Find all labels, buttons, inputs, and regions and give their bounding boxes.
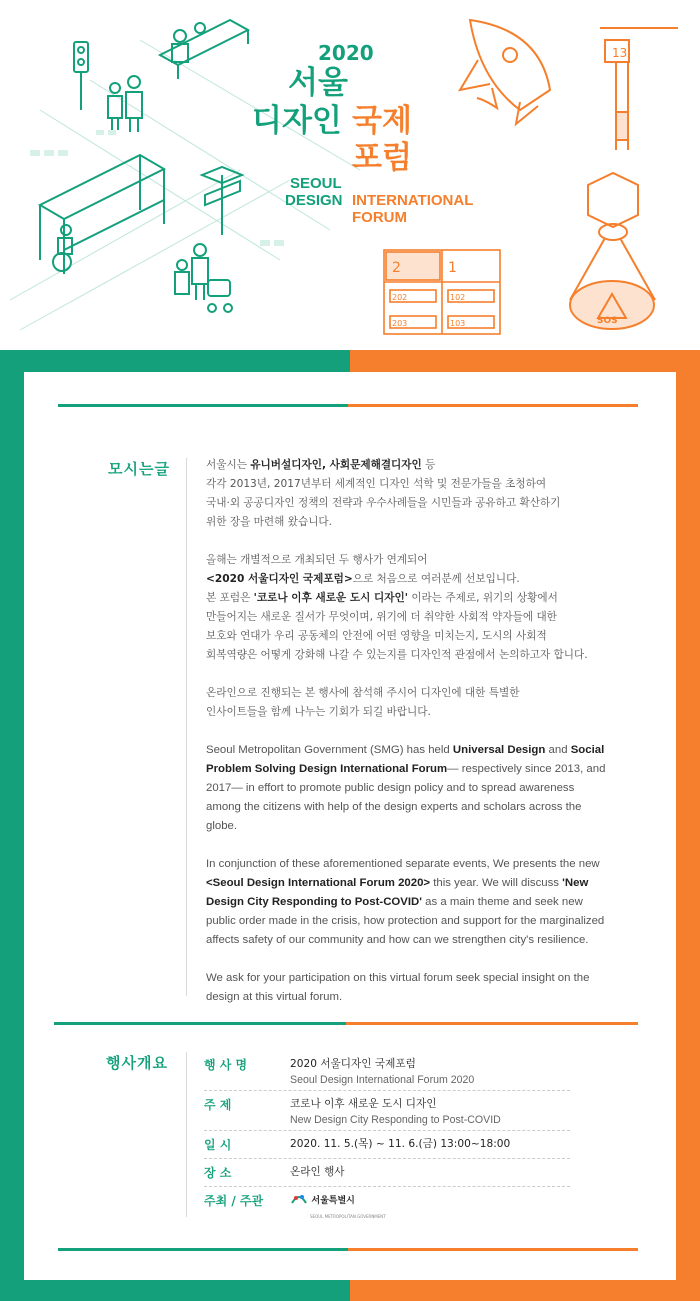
info-label-venue: 장 소 [204, 1166, 232, 1180]
info-value-event-name [290, 1056, 474, 1088]
en-p1-a: Seoul Metropolitan Government (SMG) has held [206, 744, 453, 756]
en-paragraph-1 [206, 741, 606, 836]
event-name-en: Seoul Design International Forum 2020 [290, 1074, 475, 1086]
en-paragraph-2 [206, 855, 606, 950]
bus-stop-icon [40, 155, 164, 274]
overview-heading: 행사개요 [106, 1054, 168, 1072]
en-p1-e: — respectively since 2013, and 2017— in effort to promote public design policy and to spread awareness among the citizens with help of the design experts and scholars across the globe. [206, 763, 606, 832]
seoul-logo-icon [290, 1193, 308, 1207]
cctv-icon [570, 173, 655, 329]
rocket-icon [460, 20, 550, 124]
hero-title-design: 디자인 [252, 103, 342, 139]
info-row-event-name [204, 1056, 570, 1091]
bottom-divider [58, 1248, 638, 1251]
invitation-heading: 모시는글 [108, 460, 170, 478]
sos-label: SOS [597, 316, 618, 326]
theme-en: New Design City Responding to Post-COVID [290, 1114, 501, 1126]
mailbox-number-2: 2 [392, 260, 401, 276]
hero-en-seoul: SEOUL [290, 175, 342, 192]
traffic-light-icon [74, 42, 88, 110]
info-value-date: 2020. 11. 5.(목) ~ 11. 6.(금) 13:00~18:00 [290, 1138, 511, 1150]
ko-p2-rest: 만들어지는 새로운 질서가 무엇이며, 위기에 더 취약한 사회적 약자들에 대한 보호와 연대가 우리 공동체의 안전에 어떤 영향을 미치는지, 도시의 사회적 회복역량은 어떻게 강화해 나갈 수 있는지를 디자인적 관점에서 논의하고자 합니다. [206, 611, 588, 661]
crosswalk-icon [30, 130, 284, 246]
ko-p2-bold-theme: '코로나 이후 새로운 도시 디자인' [253, 592, 408, 604]
hero-banner [0, 0, 700, 350]
hero-title-forum: 포럼 [352, 140, 412, 176]
overview-divider [186, 1052, 187, 1217]
hero-title-international: 국제 [352, 103, 412, 139]
middle-divider [54, 1022, 638, 1025]
hero-en-design: DESIGN [285, 192, 343, 209]
en-paragraph-3: We ask for your participation on this virtual forum seek special insight on the design at this virtual forum. [206, 972, 590, 1003]
event-name-ko: 2020 서울디자인 국제포럼 [290, 1058, 416, 1070]
info-row-host [204, 1192, 570, 1218]
ko-p1-rest: 각각 2013년, 2017년부터 세계적인 디자인 석학 및 전문가들을 초청하여 국내·외 공공디자인 정책의 전략과 우수사례들을 시민들과 공유하고 확산하기 위한 장을 마련해 왔습니다. [206, 478, 561, 528]
en-p2-bold-2: 'New Design City Responding to Post-COVID' [206, 877, 589, 908]
en-p1-c: and [545, 744, 571, 756]
ko-paragraph-1 [206, 456, 606, 532]
invitation-body [206, 456, 606, 1026]
ko-paragraph-3: 온라인으로 진행되는 본 행사에 참석해 주시어 디자인에 대한 특별한 인사이트들을 함께 나누는 기회가 되길 바랍니다. [206, 687, 520, 718]
info-row-venue [204, 1164, 570, 1187]
bench-icon [160, 20, 248, 79]
info-label-host: 주최 / 주관 [204, 1194, 264, 1208]
seoul-logo-text: 서울특별시 [311, 1196, 355, 1206]
ko-p1-text-a: 서울시는 [206, 459, 251, 471]
info-row-date [204, 1136, 570, 1159]
en-p1-bold-1: Universal Design [452, 744, 546, 756]
top-divider [58, 404, 638, 407]
info-label-date: 일 시 [204, 1138, 232, 1152]
hero-title-seoul: 서울 [288, 65, 348, 101]
mailbox-102: 102 [450, 293, 466, 302]
mailbox-number-1: 1 [448, 260, 457, 276]
en-p2-a: In conjunction of these aforementioned separate events, We presents the new [206, 858, 600, 870]
hero-illustration [0, 0, 700, 350]
info-row-theme [204, 1096, 570, 1131]
hero-en-forum: FORUM [352, 209, 407, 226]
pedestrians-icon [108, 76, 142, 132]
info-value-theme [290, 1096, 501, 1128]
en-p2-c: this year. We will discuss [430, 877, 563, 889]
sign-number: 13 [612, 46, 628, 60]
seoul-logo [290, 1192, 386, 1225]
family-icon [175, 244, 232, 312]
hero-en-international: INTERNATIONAL [352, 192, 474, 209]
en-p2-e: as a main theme and seek new public order made in the crisis, how protection and support for the marginalized affects safety of our community and how can we strengthen city's resilience. [206, 896, 605, 946]
content-panel [24, 372, 676, 1280]
ko-p2-line3a: 본 포럼은 [206, 592, 254, 604]
ko-p1-bold: 유니버설디자인, 사회문제해결디자인 [250, 459, 422, 471]
mailbox-103: 103 [450, 319, 466, 328]
ko-p2-line2: 으로 처음으로 여러분께 선보입니다. [352, 573, 520, 585]
theme-ko: 코로나 이후 새로운 도시 디자인 [290, 1098, 437, 1110]
info-label-event-name: 행 사 명 [204, 1058, 248, 1072]
mailbox-202: 202 [392, 293, 408, 302]
ko-p2-bold-title: <2020 서울디자인 국제포럼> [206, 573, 353, 585]
ko-p2-line3c: 이라는 주제로, 위기의 상황에서 [407, 592, 558, 604]
invitation-divider [186, 458, 187, 996]
seoul-logo-subtext: SEOUL METROPOLITAN GOVERNMENT [310, 1214, 386, 1219]
ko-p2-line1: 올해는 개별적으로 개최되던 두 행사가 연계되어 [206, 554, 428, 566]
mailbox-203: 203 [392, 319, 408, 328]
signpost-icon [202, 167, 242, 235]
ko-p1-text-c: 등 [421, 459, 436, 471]
hero-year: 2020 [318, 41, 374, 65]
ko-paragraph-2 [206, 551, 606, 665]
en-p1-bold-2: Social Problem Solving Design International Forum [206, 744, 605, 775]
info-value-venue: 온라인 행사 [290, 1166, 345, 1178]
info-label-theme: 주 제 [204, 1098, 232, 1112]
en-p2-bold-1: <Seoul Design International Forum 2020> [206, 877, 431, 889]
